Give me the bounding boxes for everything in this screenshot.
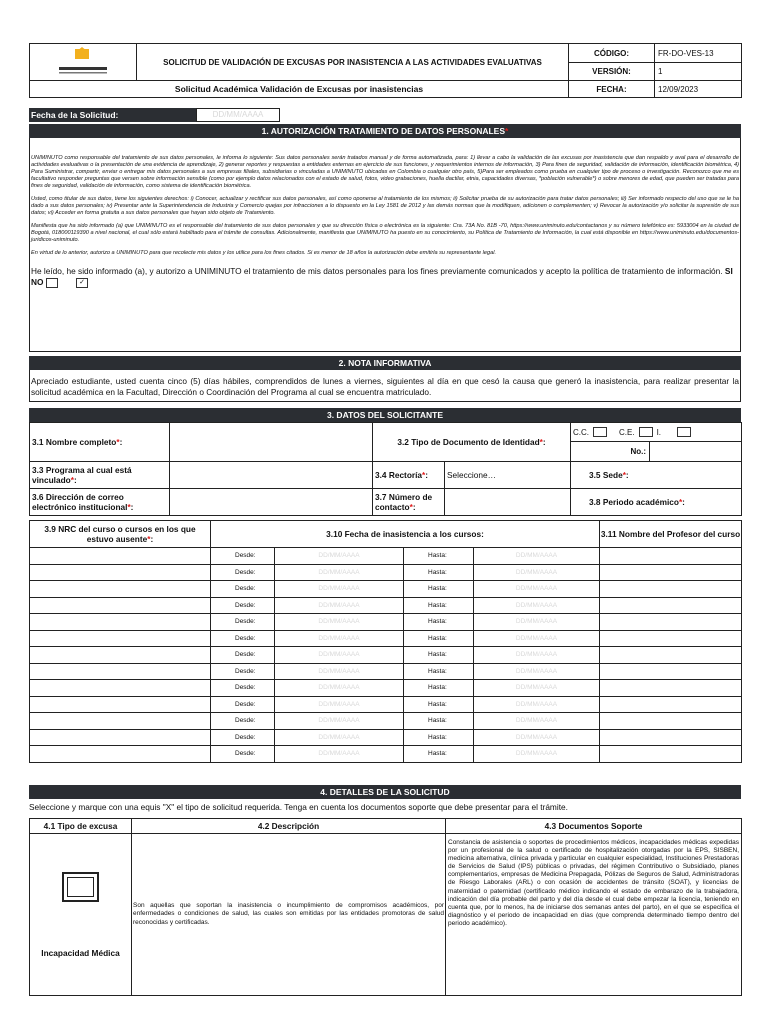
from-date-input[interactable]: DD/MM/AAAA <box>275 696 404 713</box>
field-3-2-label: 3.2 Tipo de Documento de Identidad*: <box>373 423 571 462</box>
courses-table <box>29 520 742 763</box>
section1-required-mark: * <box>505 126 509 136</box>
excuse-table <box>29 818 742 996</box>
course-row <box>30 614 742 631</box>
course-row <box>30 663 742 680</box>
from-label: Desde: <box>211 581 275 598</box>
required-mark: * <box>409 502 413 512</box>
field-3-3-label: 3.3 Programa al cual está vinculado*: <box>30 462 170 489</box>
course-row <box>30 630 742 647</box>
professor-input[interactable] <box>600 647 742 664</box>
section3-title: 3. DATOS DEL SOLICITANTE <box>326 410 444 420</box>
document-type-options <box>571 423 741 442</box>
col-excuse-type: 4.1 Tipo de excusa <box>30 819 132 834</box>
from-date-input[interactable]: DD/MM/AAAA <box>275 647 404 664</box>
section4-title: 4. DETALLES DE LA SOLICITUD <box>320 787 450 797</box>
uniminuto-logo-icon <box>53 45 113 77</box>
course-row <box>30 696 742 713</box>
field-3-3-text: 3.3 Programa al cual está vinculado <box>32 465 132 485</box>
privacy-paragraph-1: UNIMINUTO como responsable del tratamiento de sus datos personales, le informa lo siguiente: Sus datos personales serán tratados manual y de forma automatizada, para: 1) llevar a cabo la validación de las excusas por inasistencia que dan respaldo y aval para el desarrollo de actividades evaluativas o la presentación de una evidencia de aprendizaje, 2) generar reportes y respuestas a entidades externas en ejercicio de sus funciones, y requerimientos internos de información, 3) Para fines de seguridad, validación de información, identificación biométrica, 4) Para Suministrar, compartir, enviar o entregar mis datos personales a sus empresas filiales, subsidiarias o vinculadas a UNIMINUTO ubicadas en Colombia o cualquier otro país, 5)Para ser empleados como prueba en cualquier tipo de proceso o investigación. Reconozco que me es facultativo responder preguntas que versen sobre información sensible (como por ejemplo datos relacionados con el estado de salud, fotos, video grabaciones, huella dactilar, etnia, capacidades diversas, *población vulnerable*) o sobre menores de edad, que pueden ser tratadas para fines de seguridad, validación de información, como sistema de identificación biométrica. <box>31 155 739 189</box>
professor-input[interactable] <box>600 713 742 730</box>
nrc-input[interactable] <box>30 647 211 664</box>
ce-label: C.E. <box>619 427 635 437</box>
nrc-input[interactable] <box>30 713 211 730</box>
course-row <box>30 647 742 664</box>
medical-excuse-checkbox[interactable] <box>62 872 99 902</box>
section2-title: 2. NOTA INFORMATIVA <box>338 358 432 368</box>
ti-label: I. <box>656 427 662 437</box>
nrc-input[interactable] <box>30 663 211 680</box>
cc-label: C.C. <box>573 427 590 437</box>
section2-body <box>29 370 741 402</box>
to-date-input[interactable]: DD/MM/AAAA <box>474 581 600 598</box>
to-label: Hasta: <box>404 630 474 647</box>
course-row <box>30 680 742 697</box>
ce-checkbox[interactable] <box>639 427 653 437</box>
ti-checkbox[interactable] <box>677 427 691 437</box>
to-label: Hasta: <box>404 581 474 598</box>
from-label: Desde: <box>211 729 275 746</box>
nrc-input[interactable] <box>30 680 211 697</box>
required-mark: * <box>147 534 151 544</box>
consent-no-checkbox[interactable] <box>46 278 58 288</box>
medical-excuse-label: Incapacidad Médica <box>41 947 120 958</box>
field-3-9-label: 3.9 NRC del curso o cursos en los que estuvo ausente*: <box>30 521 211 548</box>
to-date-input[interactable]: DD/MM/AAAA <box>474 548 600 565</box>
from-date-input[interactable]: DD/MM/AAAA <box>275 713 404 730</box>
col-support-docs: 4.3 Documentos Soporte <box>446 819 742 834</box>
contact-number-input[interactable] <box>445 489 571 516</box>
nrc-input[interactable] <box>30 548 211 565</box>
to-date-input[interactable]: DD/MM/AAAA <box>474 597 600 614</box>
section1-body <box>29 138 741 352</box>
to-date-input[interactable]: DD/MM/AAAA <box>474 680 600 697</box>
to-label: Hasta: <box>404 729 474 746</box>
cc-checkbox[interactable] <box>593 427 607 437</box>
professor-input[interactable] <box>600 581 742 598</box>
section2-header <box>29 356 741 370</box>
request-date-row <box>29 108 280 122</box>
to-label: Hasta: <box>404 663 474 680</box>
to-date-input[interactable]: DD/MM/AAAA <box>474 647 600 664</box>
consent-options <box>31 277 739 288</box>
to-date-input[interactable]: DD/MM/AAAA <box>474 729 600 746</box>
from-date-input[interactable]: DD/MM/AAAA <box>275 581 404 598</box>
professor-input[interactable] <box>600 729 742 746</box>
course-row <box>30 597 742 614</box>
course-row <box>30 746 742 763</box>
professor-input[interactable] <box>600 548 742 565</box>
nrc-input[interactable] <box>30 597 211 614</box>
to-label: Hasta: <box>404 696 474 713</box>
program-input[interactable] <box>170 462 373 489</box>
full-name-input[interactable] <box>170 423 373 462</box>
from-label: Desde: <box>211 713 275 730</box>
field-3-8-text: 3.8 Periodo académico <box>589 497 679 507</box>
medical-support-docs: Constancia de asistencia o soportes de procedimientos médicos, incapacidades médicas expedidas por un profesional de la salud o certificado de hospitalización otorgadas por la EPS, SISBEN, medicina alternativa, clínica privada y particular en cualquier especialidad, Instituciones Prestadoras de Servicios de Salud (IPS) públicas o privadas, del régimen Contributivo o Subsidiado, planes complementarios, empresas de Medicina Prepagada, Pólizas de Seguros de Salud, Administradoras de Riesgo Laborales (ARL) o con ocasión de accidentes de tránsito (SOAT), y licencias de maternidad o paternidad (certificado médico indicando el estado de embarazo de la trabajadora, indicación del día probable del parto y del día desde el cual debe empezar la licencia, teniendo en cuenta que, por lo menos, ha de iniciarse dos semanas antes del parto), en el que se especifica el diagnóstico y el periodo de incapacidad en días (que comprenda determinado tiempo dentro del periodo académico). <box>446 834 742 996</box>
nrc-input[interactable] <box>30 729 211 746</box>
section1-title: 1. AUTORIZACIÓN TRATAMIENTO DE DATOS PERSONALES <box>261 126 506 136</box>
professor-input[interactable] <box>600 597 742 614</box>
logo-cell <box>30 44 137 81</box>
field-3-10-label: 3.10 Fecha de inasistencia a los cursos: <box>211 521 600 548</box>
to-date-input[interactable]: DD/MM/AAAA <box>474 696 600 713</box>
to-date-input[interactable]: DD/MM/AAAA <box>474 614 600 631</box>
version-value: 1 <box>655 63 742 81</box>
version-label: VERSIÓN: <box>569 63 655 81</box>
course-row <box>30 713 742 730</box>
to-date-input[interactable]: DD/MM/AAAA <box>474 630 600 647</box>
required-mark: * <box>127 502 131 512</box>
fecha-label: FECHA: <box>569 81 655 98</box>
section3-header <box>29 408 741 422</box>
privacy-paragraph-2: Usted, como titular de sus datos, tiene los siguientes derechos: i) Conocer, actualizar y rectificar sus datos personales, así como oponerse al tratamiento de los mismos; ii) Solicitar prueba de su autorización para tratar datos personales; iii) Ser informado respecto del uso que se le ha dado a sus datos personales; iv) Presentar ante la Superintendencia de Industria y Comercio quejas por infracciones a lo dispuesto en la Ley 1581 de 2012 y las demás normas que la modifiquen, adicionen o complementen; v) Revocar la autorización y/o solicitar la supresión de sus datos; vi) Acceder en forma gratuita a sus datos personales que hayan sido objeto de Tratamiento. <box>31 196 739 216</box>
form-subtitle: Solicitud Académica Validación de Excusas por inasistencias <box>30 81 569 98</box>
fecha-value: 12/09/2023 <box>655 81 742 98</box>
required-mark: * <box>678 497 683 507</box>
professor-input[interactable] <box>600 630 742 647</box>
field-3-4-label: 3.4 Rectoría*: <box>373 462 445 489</box>
professor-input[interactable] <box>600 614 742 631</box>
consent-row <box>31 266 739 277</box>
informative-note: Apreciado estudiante, usted cuenta cinco (5) días hábiles, comprendidos de lunes a viernes, siguientes al día en que cesó la causa que generó la inasistencia, para realizar presentar la solicitud académica en la Facultad, Dirección o Coordinación del Programa al cual se encuentra matriculado. <box>31 376 739 397</box>
section4-intro: Seleccione y marque con una equis "X" el tipo de solicitud requerida. Tenga en cuenta los documentos soporte que debe presentar para el trámite. <box>29 802 568 812</box>
course-rows <box>30 548 742 763</box>
codigo-label: CÓDIGO: <box>569 44 655 63</box>
required-mark: * <box>539 437 543 447</box>
field-3-5-label: 3.5 Sede*: <box>571 462 742 489</box>
to-label: Hasta: <box>404 713 474 730</box>
document-number-row <box>571 442 741 461</box>
field-3-5-text: 3.5 Sede <box>589 470 623 480</box>
from-date-input[interactable]: DD/MM/AAAA <box>275 746 404 763</box>
to-label: Hasta: <box>404 548 474 565</box>
to-date-input[interactable]: DD/MM/AAAA <box>474 564 600 581</box>
nrc-input[interactable] <box>30 614 211 631</box>
from-label: Desde: <box>211 630 275 647</box>
course-row <box>30 729 742 746</box>
consent-no-label: NO <box>31 277 44 287</box>
from-date-input[interactable]: DD/MM/AAAA <box>275 630 404 647</box>
to-label: Hasta: <box>404 746 474 763</box>
from-label: Desde: <box>211 614 275 631</box>
request-date-input[interactable]: DD/MM/AAAA <box>196 108 280 122</box>
course-row <box>30 581 742 598</box>
privacy-paragraph-3: Manifiesta que ha sido informado (a) que UNIMINUTO es el responsable del tratamiento de sus datos personales y que su dirección física o electrónica es la siguiente: Cra. 73A No. 81B -70, https://www.uniminuto.edu/contactanos y su número telefónico es: 5933004 en la ciudad de Bogotá, 018000119390 a nivel nacional, el cual sólo estará habilitado para el trámite de consultas. Adicionalmente, manifiesta que UNIMINUTO ha puesto en su conocimiento, su Política de Tratamiento de Información, la cual está disponible en https://www.uniminuto.edu/documentos-juridicos-uniminuto. <box>31 223 739 243</box>
codigo-value: FR-DO-VES-13 <box>655 44 742 63</box>
document-type-cell <box>571 423 742 462</box>
from-label: Desde: <box>211 564 275 581</box>
from-date-input[interactable]: DD/MM/AAAA <box>275 663 404 680</box>
from-date-input[interactable]: DD/MM/AAAA <box>275 614 404 631</box>
medical-description: Son aquellas que soportan la inasistencia o incumplimiento de compromisos académicos, por enfermedades o condiciones de salud, las cuales son emitidas por las entidades promotoras de salud reconocidas y certificadas. <box>132 834 446 996</box>
field-3-7-label: 3.7 Número de contacto*: <box>373 489 445 516</box>
section1-header <box>29 124 741 138</box>
required-mark: * <box>622 470 626 480</box>
from-label: Desde: <box>211 663 275 680</box>
professor-input[interactable] <box>600 746 742 763</box>
to-label: Hasta: <box>404 614 474 631</box>
field-3-8-label: 3.8 Periodo académico*: <box>571 489 742 516</box>
professor-input[interactable] <box>600 663 742 680</box>
consent-si-checkbox[interactable]: ✓ <box>76 278 88 288</box>
from-date-input[interactable]: DD/MM/AAAA <box>275 597 404 614</box>
to-label: Hasta: <box>404 680 474 697</box>
from-label: Desde: <box>211 548 275 565</box>
course-row <box>30 564 742 581</box>
nrc-input[interactable] <box>30 696 211 713</box>
to-date-input[interactable]: DD/MM/AAAA <box>474 713 600 730</box>
required-mark: * <box>422 470 426 480</box>
from-label: Desde: <box>211 597 275 614</box>
applicant-table <box>29 422 742 516</box>
from-label: Desde: <box>211 746 275 763</box>
consent-text: He leído, he sido informado (a), y autorizo a UNIMINUTO el tratamiento de mis datos personales para los fines previamente comunicados y acepto la política de tratamiento de información. <box>31 266 723 276</box>
nrc-input[interactable] <box>30 581 211 598</box>
nrc-input[interactable] <box>30 630 211 647</box>
professor-input[interactable] <box>600 564 742 581</box>
to-label: Hasta: <box>404 647 474 664</box>
professor-input[interactable] <box>600 696 742 713</box>
rectoria-select[interactable]: Seleccione… <box>445 462 571 489</box>
document-number-label: No.: <box>630 447 647 456</box>
field-3-11-label: 3.11 Nombre del Profesor del curso <box>600 521 742 548</box>
field-3-6-text: 3.6 Dirección de correo electrónico institucional <box>32 492 128 512</box>
privacy-paragraph-4: En virtud de lo anterior, autorizo a UNIMINUTO para que recolecte mis datos y los utilice para los fines citados. Si es menor de 18 años la autorización debe emitirla su representante legal. <box>31 250 497 256</box>
required-mark: * <box>70 475 74 485</box>
field-3-1-label: 3.1 Nombre completo*: <box>30 423 170 462</box>
to-label: Hasta: <box>404 564 474 581</box>
request-date-label: Fecha de la Solicitud: <box>29 108 196 122</box>
excuse-type-cell <box>30 834 132 996</box>
to-date-input[interactable]: DD/MM/AAAA <box>474 663 600 680</box>
nrc-input[interactable] <box>30 564 211 581</box>
field-3-9-text: 3.9 NRC del curso o cursos en los que estuvo ausente <box>44 524 196 544</box>
from-date-input[interactable]: DD/MM/AAAA <box>275 564 404 581</box>
col-description: 4.2 Descripción <box>132 819 446 834</box>
to-label: Hasta: <box>404 597 474 614</box>
section4-header <box>29 785 741 799</box>
required-mark: * <box>116 437 120 447</box>
field-3-2-text: 3.2 Tipo de Documento de Identidad <box>397 437 540 447</box>
field-3-1-text: 3.1 Nombre completo <box>32 437 117 447</box>
to-date-input[interactable]: DD/MM/AAAA <box>474 746 600 763</box>
consent-si-label: SI <box>724 266 733 276</box>
from-date-input[interactable]: DD/MM/AAAA <box>275 729 404 746</box>
document-number-input[interactable] <box>649 442 741 461</box>
from-date-input[interactable]: DD/MM/AAAA <box>275 548 404 565</box>
professor-input[interactable] <box>600 680 742 697</box>
form-title: SOLICITUD DE VALIDACIÓN DE EXCUSAS POR INASISTENCIA A LAS ACTIVIDADES EVALUATIVAS <box>137 44 569 81</box>
field-3-4-text: 3.4 Rectoría <box>375 470 423 480</box>
from-label: Desde: <box>211 696 275 713</box>
field-3-6-label: 3.6 Dirección de correo electrónico institucional*: <box>30 489 170 516</box>
nrc-input[interactable] <box>30 746 211 763</box>
from-label: Desde: <box>211 680 275 697</box>
from-label: Desde: <box>211 647 275 664</box>
field-3-7-text: 3.7 Número de contacto <box>375 492 433 512</box>
header-table <box>29 43 742 98</box>
email-input[interactable] <box>170 489 373 516</box>
from-date-input[interactable]: DD/MM/AAAA <box>275 680 404 697</box>
course-row <box>30 548 742 565</box>
